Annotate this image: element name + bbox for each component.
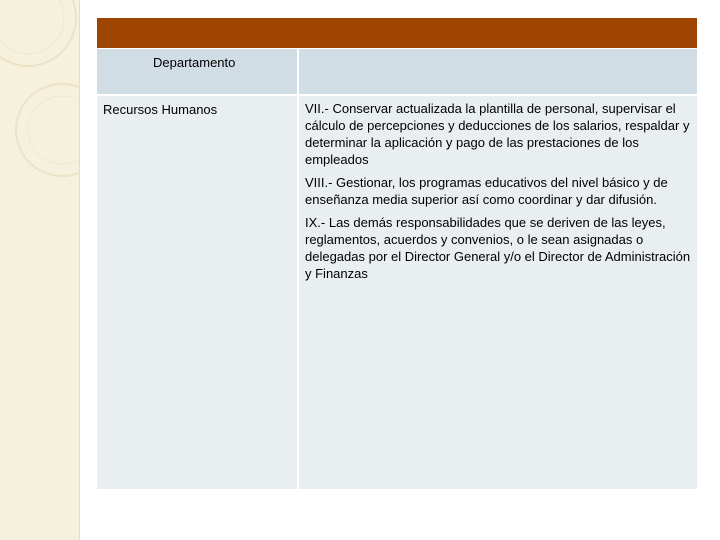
responsibilities-cell xyxy=(299,96,697,489)
responsibility-item: VIII.- Gestionar, los programas educativos del nivel básico y de enseñanza media superior así como coordinar y dar difusión. xyxy=(305,175,668,207)
table-header-bar xyxy=(97,18,697,48)
decorative-circles-graphic xyxy=(0,0,79,540)
decorative-side-strip xyxy=(0,0,80,540)
head-cell-department xyxy=(97,49,297,94)
responsibility-item: IX.- Las demás responsabilidades que se deriven de las leyes, reglamentos, acuerdos y convenios, o le sean asignadas o delegadas por el Director General y/o el Director de Administración y Finanzas xyxy=(305,215,691,281)
responsibilities-list xyxy=(305,100,693,288)
department-column-header: Departamento xyxy=(153,55,236,70)
responsibility-item: VII.- Conservar actualizada la plantilla de personal, supervisar el cálculo de percepciones y deducciones de los salarios, respaldar y determinar la aplicación y pago de las prestaciones de los empleados xyxy=(305,101,690,167)
head-cell-empty xyxy=(299,49,697,94)
department-table xyxy=(97,18,697,489)
table-head-row xyxy=(97,49,697,94)
department-cell xyxy=(97,96,297,489)
department-name: Recursos Humanos xyxy=(103,102,218,117)
table-row xyxy=(97,96,697,489)
